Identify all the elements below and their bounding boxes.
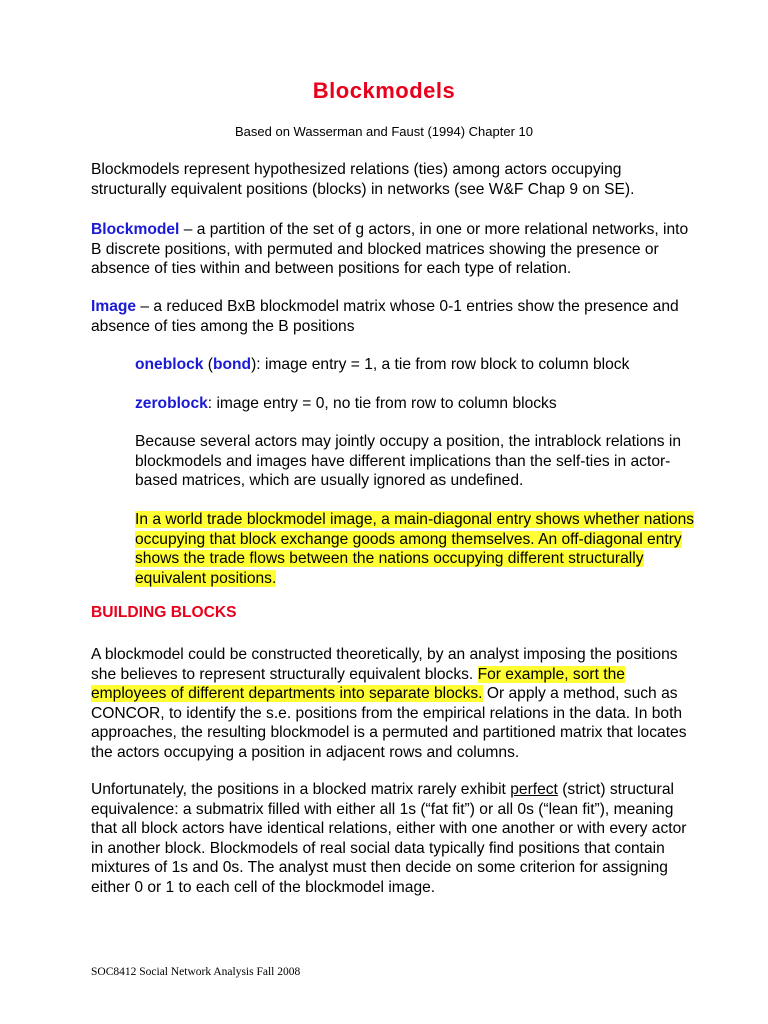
page-title: Blockmodels <box>312 78 456 103</box>
blockmodel-definition-text: – a partition of the set of g actors, in one or more relational networks, into B discrete positions, with permuted and blocked matrices showing the presence or absence of ties within and between positions for each type of relation. <box>91 221 689 277</box>
blockmodel-term: Blockmodel <box>91 221 180 238</box>
blockmodel-definition <box>91 220 701 279</box>
page-subtitle: Based on Wasserman and Faust (1994) Chapter 10 <box>235 124 533 139</box>
world-trade-paragraph <box>135 510 705 588</box>
building-text-2: Or apply a method, such as CONCOR, to identify the s.e. positions from the empirical relations in the data. In both approaches, the resulting blockmodel is a permuted and partitioned matrix that locates the actors occupying a position in adjacent rows and columns. <box>91 685 687 761</box>
building-paragraph <box>91 645 701 762</box>
zeroblock-term: zeroblock <box>135 395 208 412</box>
image-definition-text: – a reduced BxB blockmodel matrix whose 0-1 entries show the presence and absence of ties among the B positions <box>91 298 679 335</box>
oneblock-definition <box>135 355 705 375</box>
building-text-1: A blockmodel could be constructed theoretically, by an analyst imposing the positions she believes to represent structurally equivalent blocks. <box>91 646 678 683</box>
world-trade-highlight: In a world trade blockmodel image, a main-diagonal entry shows whether nations occupying that block exchange goods among themselves. An off-diagonal entry shows the trade flows between the nations occupying different structurally equivalent positions. <box>135 511 695 587</box>
image-term: Image <box>91 298 137 315</box>
section-heading: BUILDING BLOCKS <box>91 604 237 621</box>
perfect-text-1: Unfortunately, the positions in a blocked matrix rarely exhibit <box>91 781 511 798</box>
zeroblock-definition <box>135 394 705 414</box>
oneblock-term: oneblock <box>135 356 204 373</box>
oneblock-definition-text: ): image entry = 1, a tie from row block to column block <box>251 356 630 373</box>
zeroblock-definition-text: : image entry = 0, no tie from row to column blocks <box>207 395 557 412</box>
image-definition <box>91 297 701 336</box>
perfect-text-2: (strict) structural equivalence: a submatrix filled with either all 1s (“fat fit”) or all 0s (“lean fit”), meaning that all block actors have identical relations, either with one another or with every actor in another block. Blockmodels of real social data typically find positions that contain mixtures of 1s and 0s. The analyst must then decide on some criterion for assigning either 0 or 1 to each cell of the blockmodel image. <box>91 781 687 896</box>
intro-paragraph: Blockmodels represent hypothesized relations (ties) among actors occupying structurally equivalent positions (blocks) in networks (see W&F Chap 9 on SE). <box>91 161 635 198</box>
bond-term: bond <box>212 356 252 373</box>
perfect-underlined-word: perfect <box>510 781 558 798</box>
building-highlight: For example, sort the employees of different departments into separate blocks. <box>91 665 625 702</box>
perfect-paragraph <box>91 780 701 897</box>
intrablock-paragraph: Because several actors may jointly occupy a position, the intrablock relations in blockmodels and images have different implications than the self-ties in actor-based matrices, which are usually ignored as undefined. <box>135 433 682 489</box>
page-footer: SOC8412 Social Network Analysis Fall 2008 <box>91 966 301 978</box>
oneblock-paren: ( <box>203 356 213 373</box>
